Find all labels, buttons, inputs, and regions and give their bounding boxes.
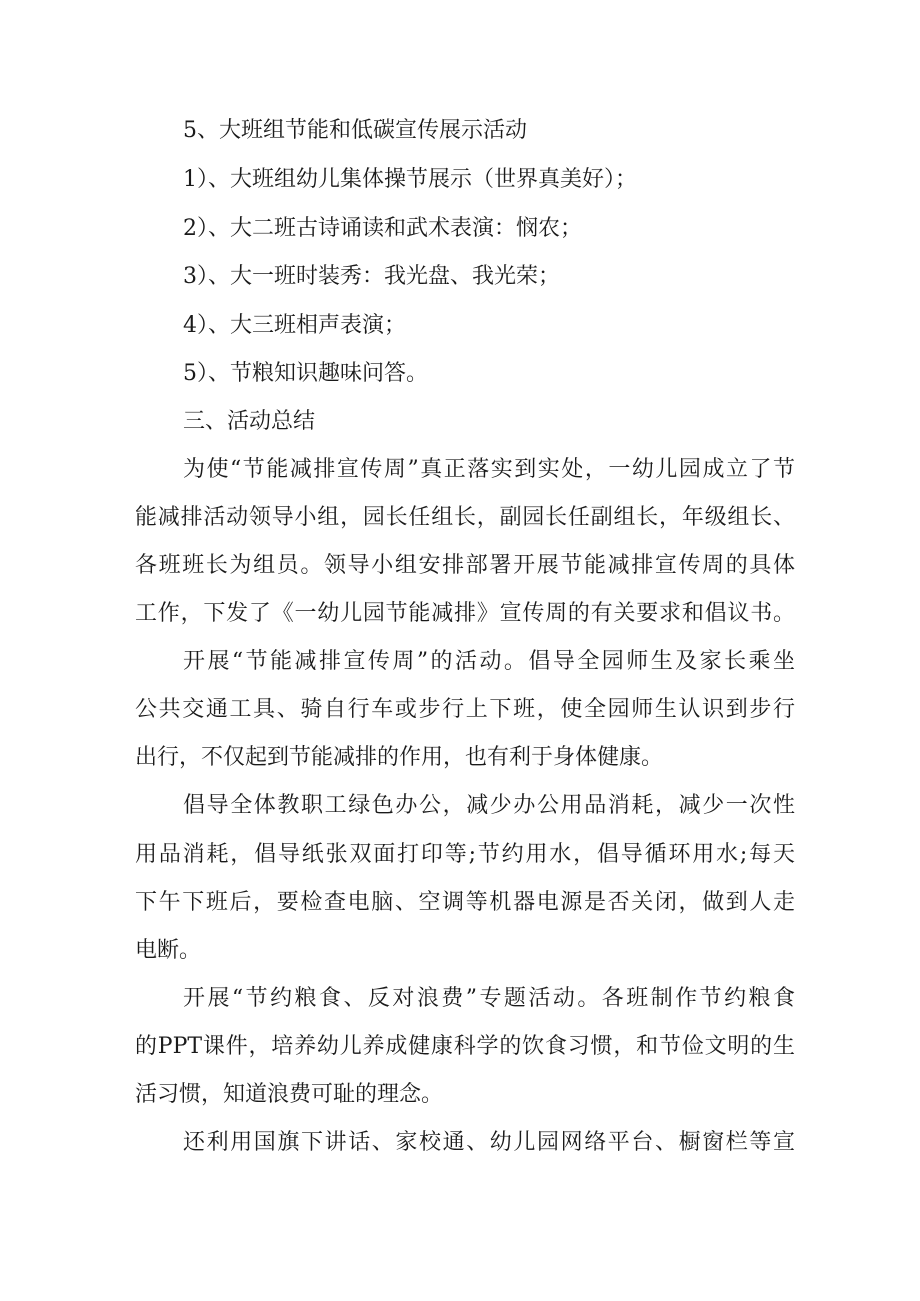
paragraph-line: 公共交通工具、骑自行车或步行上下班，使全园师生认识到步行 [135,697,795,722]
paragraph-line: 出行，不仅起到节能减排的作用，也有利于身体健康。 [135,745,664,770]
section-heading: 三、活动总结 [183,409,316,434]
paragraph-line: 为使“节能减排宣传周”真正落实到实处，一幼儿园成立了节 [183,457,795,482]
paragraph-line: 开展“节能减排宣传周”的活动。倡导全园师生及家长乘坐 [183,649,795,674]
paragraph-line: 的PPT课件，培养幼儿养成健康科学的饮食习惯，和节俭文明的生 [135,1034,795,1059]
paragraph-line: 还利用国旗下讲话、家校通、幼儿园网络平台、橱窗栏等宣 [183,1130,795,1155]
paragraph-line: 用品消耗，倡导纸张双面打印等;节约用水，倡导循环用水;每天 [135,842,795,867]
list-item-sub-2: 2）、大二班古诗诵读和武术表演：悯农； [183,216,582,241]
paragraph-line: 电断。 [135,938,202,963]
paragraph-line: 能减排活动领导小组，园长任组长，副园长任副组长，年级组长、 [135,505,795,530]
list-item-sub-3: 3）、大一班时装秀：我光盘、我光荣； [183,264,560,289]
list-item-sub-4: 4）、大三班相声表演； [183,313,406,338]
paragraph-line: 开展“节约粮食、反对浪费”专题活动。各班制作节约粮食 [183,986,795,1011]
list-item-activity-5: 5、大班组节能和低碳宣传展示活动 [183,118,527,143]
paragraph-line: 倡导全体教职工绿色办公，减少办公用品消耗，减少一次性 [183,793,795,818]
paragraph-line: 各班班长为组员。领导小组安排部署开展节能减排宣传周的具体 [135,553,795,578]
list-item-sub-1: 1）、大班组幼儿集体操节展示（世界真美好）； [183,167,637,192]
paragraph-line: 工作，下发了《一幼儿园节能减排》宣传周的有关要求和倡议书。 [135,601,795,626]
paragraph-line: 活习惯，知道浪费可耻的理念。 [135,1082,444,1107]
list-item-sub-5: 5）、节粮知识趣味问答。 [183,361,428,386]
paragraph-line: 下午下班后，要检查电脑、空调等机器电源是否关闭，做到人走 [135,890,795,915]
